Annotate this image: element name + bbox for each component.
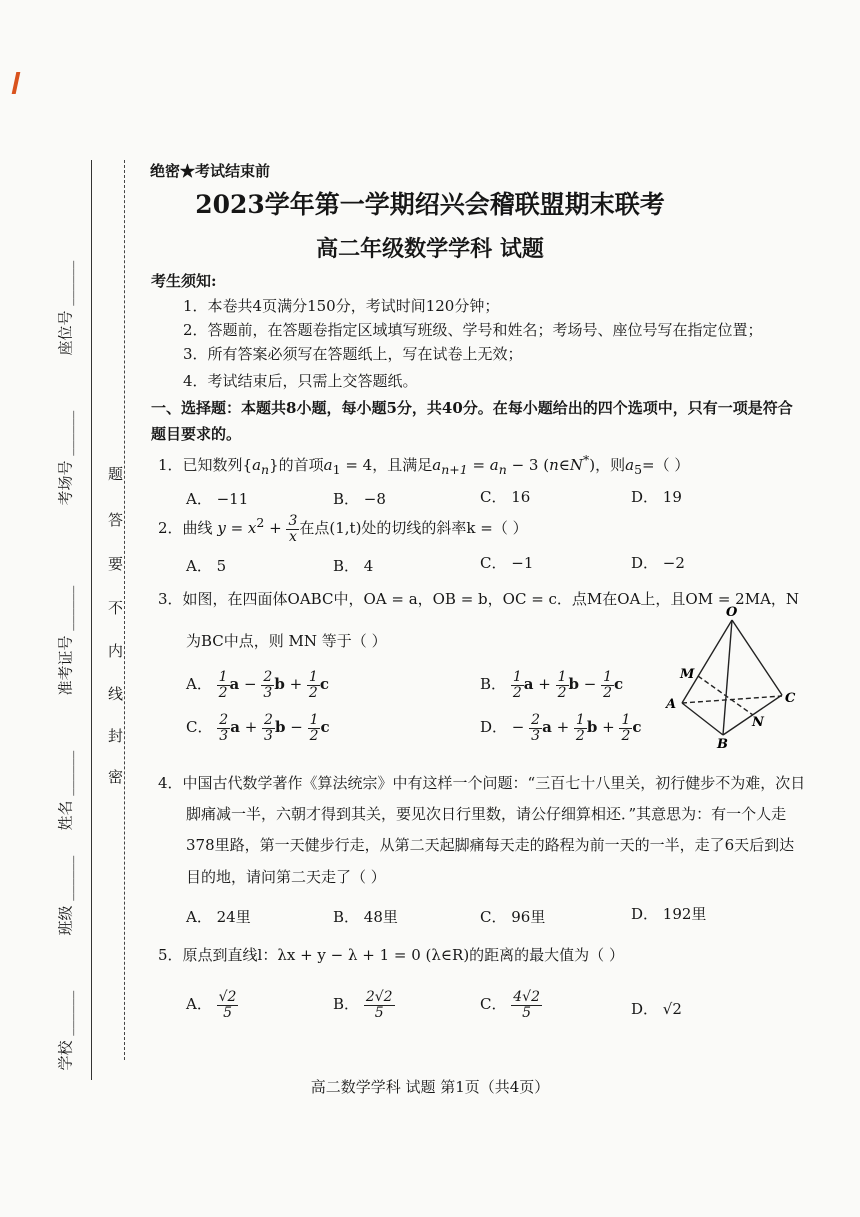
question-4: 4．中国古代数学著作《算法统宗》中有这样一个问题：“三百七十八里关，初行健步不为难，次日 <box>158 774 806 792</box>
option: B． 4 <box>333 557 374 575</box>
figure-label-a: A <box>666 697 677 712</box>
option: A． −11 <box>186 490 249 508</box>
option: C． 96里 <box>480 908 546 926</box>
exam-subtitle: 高二年级数学学科 试题 <box>316 236 544 262</box>
seal-char: 题 <box>108 465 124 483</box>
figure-label-m: M <box>680 667 695 682</box>
option: D． 192里 <box>631 905 707 923</box>
option: B． 48里 <box>333 908 398 926</box>
option: B． $\frac{2√2}{5}$ <box>333 989 393 1021</box>
option: A． 24里 <box>186 908 251 926</box>
option: D． 19 <box>631 488 682 506</box>
question-2: 2．曲线 $y = x^2$ + $\frac{3}{x}$ 在点(1,t)处的切线的斜率k =（ ） <box>158 513 528 545</box>
binding-field-ticket: 准考证号 ______ <box>56 585 75 696</box>
seal-char: 密 <box>108 768 124 786</box>
note-item: 2．答题前，在答题卷指定区域填写班级、学号和姓名；考场号、座位号写在指定位置； <box>183 321 763 339</box>
question-4-cont: 脚痛减一半，六朝才得到其关，要见次日行里数，请公仔细算相还．”其意思为：有一个人走 <box>186 805 787 823</box>
figure-label-b: B <box>717 737 728 750</box>
note-item: 4．考试结束后，只需上交答题纸。 <box>183 372 418 390</box>
binding-field-school: 学校 ______ <box>56 990 75 1071</box>
seal-char: 要 <box>108 555 124 573</box>
seal-char: 不 <box>108 599 124 617</box>
option: A． $\frac{√2}{5}$ <box>186 989 237 1021</box>
binding-line <box>91 160 92 1080</box>
figure-label-o: O <box>726 605 738 620</box>
question-4-cont: 目的地，请问第二天走了（ ） <box>186 868 386 886</box>
seal-char: 内 <box>108 642 124 660</box>
tetrahedron-figure <box>660 600 800 750</box>
binding-field-name: 姓名 ______ <box>56 750 75 831</box>
option: C． $\frac{2}{3}$ a + $\frac{2}{3}$ b − $\frac{1}{2}$ c <box>186 712 330 744</box>
exam-title: 2023学年第一学期绍兴会稽联盟期末联考 <box>195 190 665 219</box>
option: D． − $\frac{2}{3}$ a + $\frac{1}{2}$ b + $\frac{1}{2}$ c <box>480 712 642 744</box>
option: B． $\frac{1}{2}$ a + $\frac{1}{2}$ b − $\frac{1}{2}$ c <box>480 669 624 701</box>
option: B． −8 <box>333 490 386 508</box>
option: C． 16 <box>480 488 531 506</box>
seal-char: 答 <box>108 511 124 529</box>
option: C． $\frac{4√2}{5}$ <box>480 989 541 1021</box>
page-footer: 高二数学学科 试题 第1页（共4页） <box>310 1078 550 1096</box>
option: C． −1 <box>480 554 534 572</box>
seal-char: 线 <box>108 685 124 703</box>
notes-heading: 考生须知: <box>151 272 217 290</box>
option: A． 5 <box>186 557 227 575</box>
question-5: 5．原点到直线l：λx + y − λ + 1 = 0 (λ∈R)的距离的最大值为（ ） <box>158 946 624 964</box>
question-4-cont: 378里路，第一天健步行走，从第二天起脚痛每天走的路程为前一天的一半，走了6天后到达 <box>186 836 795 854</box>
question-3: 3．如图，在四面体OABC中，OA = a，OB = b，OC = c．点M在OA上，且OM = 2MA，N <box>158 590 800 608</box>
secret-label: 绝密★考试结束前 <box>150 162 271 180</box>
binding-field-room: 考场号 ______ <box>56 410 75 506</box>
binding-field-seat: 座位号 ______ <box>56 260 75 356</box>
note-item: 3．所有答案必须写在答题纸上，写在试卷上无效； <box>183 345 523 363</box>
section-heading-cont: 题目要求的。 <box>151 425 242 443</box>
binding-field-class: 班级 ______ <box>56 855 75 936</box>
seal-line <box>124 160 125 1060</box>
option: D． √2 <box>631 1000 682 1018</box>
scan-mark <box>12 72 21 94</box>
option: A． $\frac{1}{2}$ a − $\frac{2}{3}$ b + $\frac{1}{2}$ c <box>186 669 329 701</box>
section-heading: 一、选择题：本题共8小题，每小题5分，共40分。在每小题给出的四个选项中，只有一项是符合 <box>151 399 793 417</box>
seal-char: 封 <box>108 727 124 745</box>
question-3-cont: 为BC中点，则 MN 等于（ ） <box>186 632 387 650</box>
option: D． −2 <box>631 554 685 572</box>
figure-label-c: C <box>785 691 796 706</box>
note-item: 1．本卷共4页满分150分，考试时间120分钟； <box>183 297 500 315</box>
figure-label-n: N <box>752 715 764 730</box>
question-1: 1．已知数列$\{a_n\}$的首项$a_1 = 4$，且满足$a_{n+1} = a_n - 3$ (n∈N*)，则$a_5=$（ ） <box>158 452 690 477</box>
